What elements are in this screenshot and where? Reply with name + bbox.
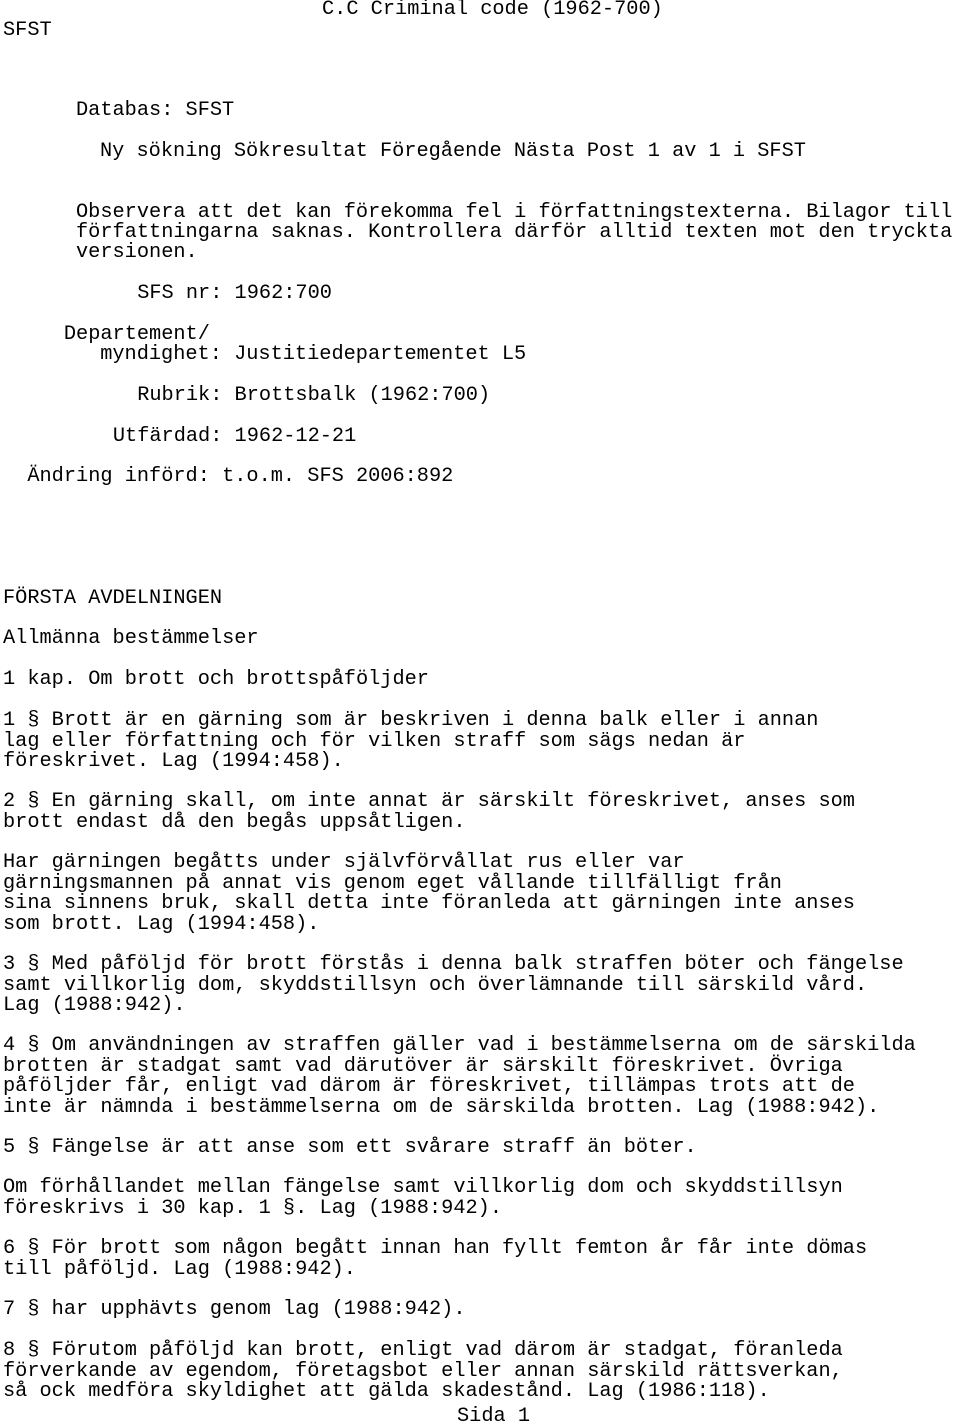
section-5: 5 § Fängelse är att anse som ett svårare straff än böter.	[3, 1136, 697, 1159]
nav-bar	[100, 142, 806, 163]
notice-line: Observera att det kan förekomma fel i författningstexterna. Bilagor till	[76, 201, 953, 224]
general-heading: Allmänna bestämmelser	[3, 627, 259, 650]
page-header-left: SFST	[3, 19, 52, 42]
meta-rubric: Rubrik: Brottsbalk (1962:700)	[52, 384, 491, 407]
chapter-heading: 1 kap. Om brott och brottspåföljder	[3, 668, 429, 691]
page-number: Sida 1	[457, 1405, 531, 1428]
post-info: Post 1 av 1 i SFST	[586, 140, 806, 163]
new-search-link[interactable]: Ny sökning	[100, 140, 222, 163]
page-header-title: C.C Criminal code (1962-700)	[322, 0, 663, 21]
section-7: 7 § har upphävts genom lag (1988:942).	[3, 1298, 466, 1321]
database-label: Databas: SFST	[76, 99, 235, 122]
section-3: 3 § Med påföljd för brott förstås i denna balk straffen böter och fängelse samt villkorlig dom, skyddstillsyn och överlämnande till särskild vård. Lag (1988:942).	[3, 953, 904, 1017]
section-8: 8 § Förutom påföljd kan brott, enligt vad därom är stadgat, föranleda förverkande av egendom, företagsbot eller annan särskild rättsverkan, så ock medföra skyldighet att gälda skadestånd. Lag (1986:118).	[3, 1339, 843, 1403]
meta-department: myndighet: Justitiedepartementet L5	[15, 343, 527, 366]
section-1: 1 § Brott är en gärning som är beskriven i denna balk eller i annan lag eller författning och för vilken straff som sägs nedan är föreskrivet. Lag (1994:458).	[3, 709, 819, 773]
notice-line: versionen.	[76, 241, 198, 264]
search-results-link[interactable]: Sökresultat	[233, 140, 368, 163]
previous-link[interactable]: Föregående	[379, 140, 502, 163]
section-2-paragraph: Har gärningen begåtts under självförvållat rus eller var gärningsmannen på annat vis genom eget vållande tillfälligt från sina sinnens bruk, skall detta inte föranleda att gärningen inte anses som brott. Lag (1994:458).	[3, 851, 855, 936]
notice-line: författningarna saknas. Kontrollera därför alltid texten mot den tryckta	[76, 221, 953, 244]
meta-sfs-nr: SFS nr: 1962:700	[52, 282, 332, 305]
section-2: 2 § En gärning skall, om inte annat är särskilt föreskrivet, anses som brott endast då den begås uppsåtligen.	[3, 790, 855, 834]
meta-issued: Utfärdad: 1962-12-21	[52, 425, 357, 448]
section-6: 6 § För brott som någon begått innan han fyllt femton år får inte dömas till påföljd. Lag (1988:942).	[3, 1237, 868, 1281]
division-heading: FÖRSTA AVDELNINGEN	[3, 587, 223, 610]
meta-amended: Ändring införd: t.o.m. SFS 2006:892	[3, 465, 454, 488]
section-5-paragraph: Om förhållandet mellan fängelse samt villkorlig dom och skyddstillsyn föreskrivs i 30 kap. 1 §. Lag (1988:942).	[3, 1176, 843, 1220]
section-4: 4 § Om användningen av straffen gäller vad i bestämmelserna om de särskilda brotten är stadgat samt vad därutöver är särskilt föreskrivet. Övriga påföljder får, enligt vad därom är föreskrivet, tillämpas trots att de inte är nämnda i bestämmelserna om de särskilda brotten. Lag (1988:942).	[3, 1034, 916, 1119]
next-link[interactable]: Nästa	[513, 140, 575, 163]
meta-department: Departement/	[3, 323, 210, 346]
